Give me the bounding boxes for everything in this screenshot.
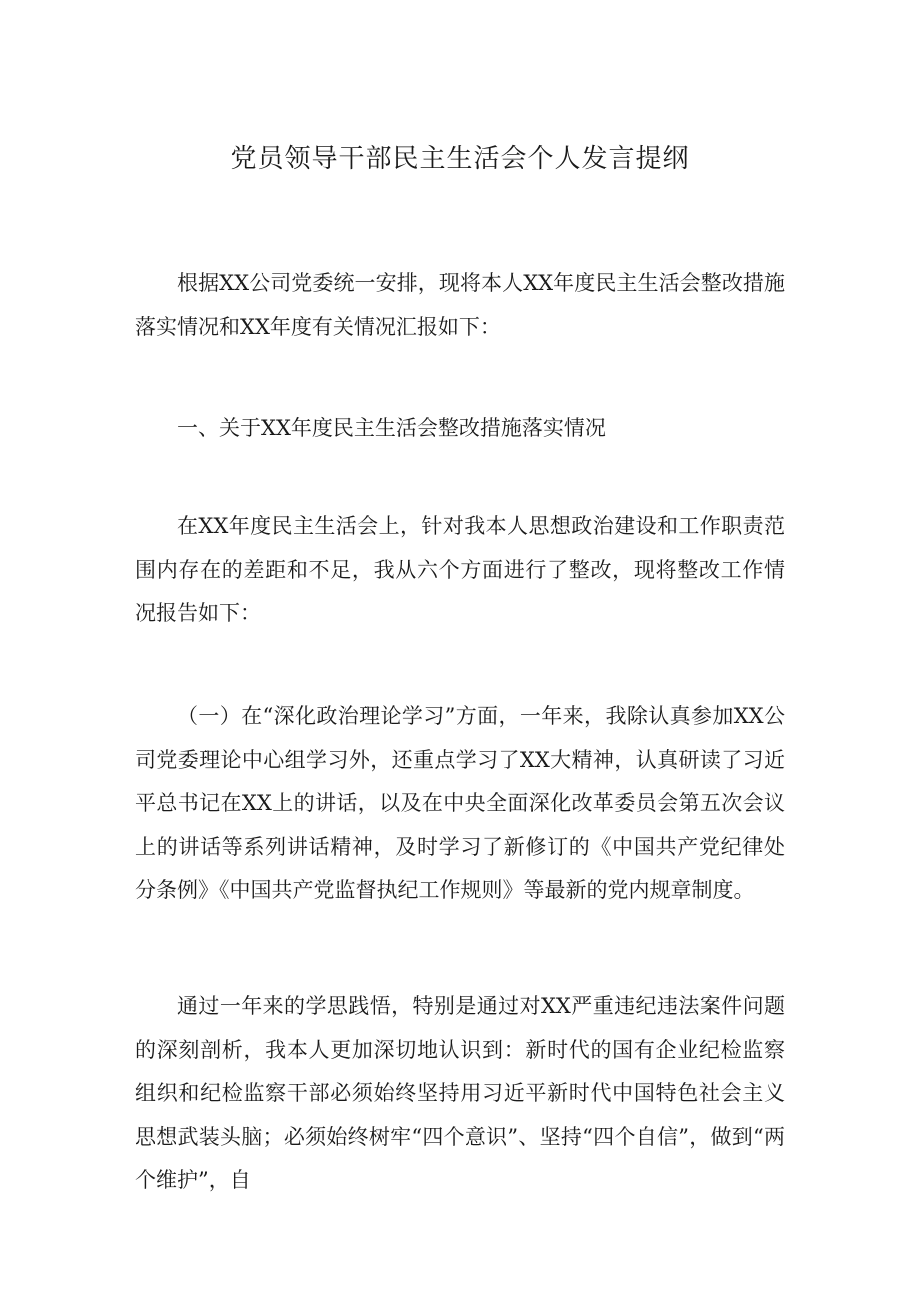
body-paragraph: 在XX年度民主生活会上，针对我本人思想政治建设和工作职责范围内存在的差距和不足，我从六个方面进行了整改，现将整改工作情况报告如下： bbox=[135, 514, 785, 625]
body-paragraph: 通过一年来的学思践悟，特别是通过对XX严重违纪违法案件问题的深刻剖析，我本人更加深切地认识到：新时代的国有企业纪检监察组织和纪检监察干部必须始终坚持用习近平新时代中国特色社会主义思想武装头脑；必须始终树牢“四个意识”、坚持“四个自信”，做到“两个维护”，自 bbox=[135, 994, 785, 1192]
body-paragraph: （一）在“深化政治理论学习”方面，一年来，我除认真参加XX公司党委理论中心组学习外，还重点学习了XX大精神，认真研读了习近平总书记在XX上的讲话，以及在中央全面深化改革委员会第五次会议上的讲话等系列讲话精神，及时学习了新修订的《中国共产党纪律处分条例》《中国共产党监督执纪工作规则》等最新的党内规章制度。 bbox=[135, 704, 785, 902]
intro-paragraph: 根据XX公司党委统一安排，现将本人XX年度民主生活会整改措施落实情况和XX年度有关情况汇报如下： bbox=[135, 271, 785, 339]
section-heading: 一、关于XX年度民主生活会整改措施落实情况 bbox=[177, 416, 606, 440]
document-title: 党员领导干部民主生活会个人发言提纲 bbox=[230, 144, 690, 174]
